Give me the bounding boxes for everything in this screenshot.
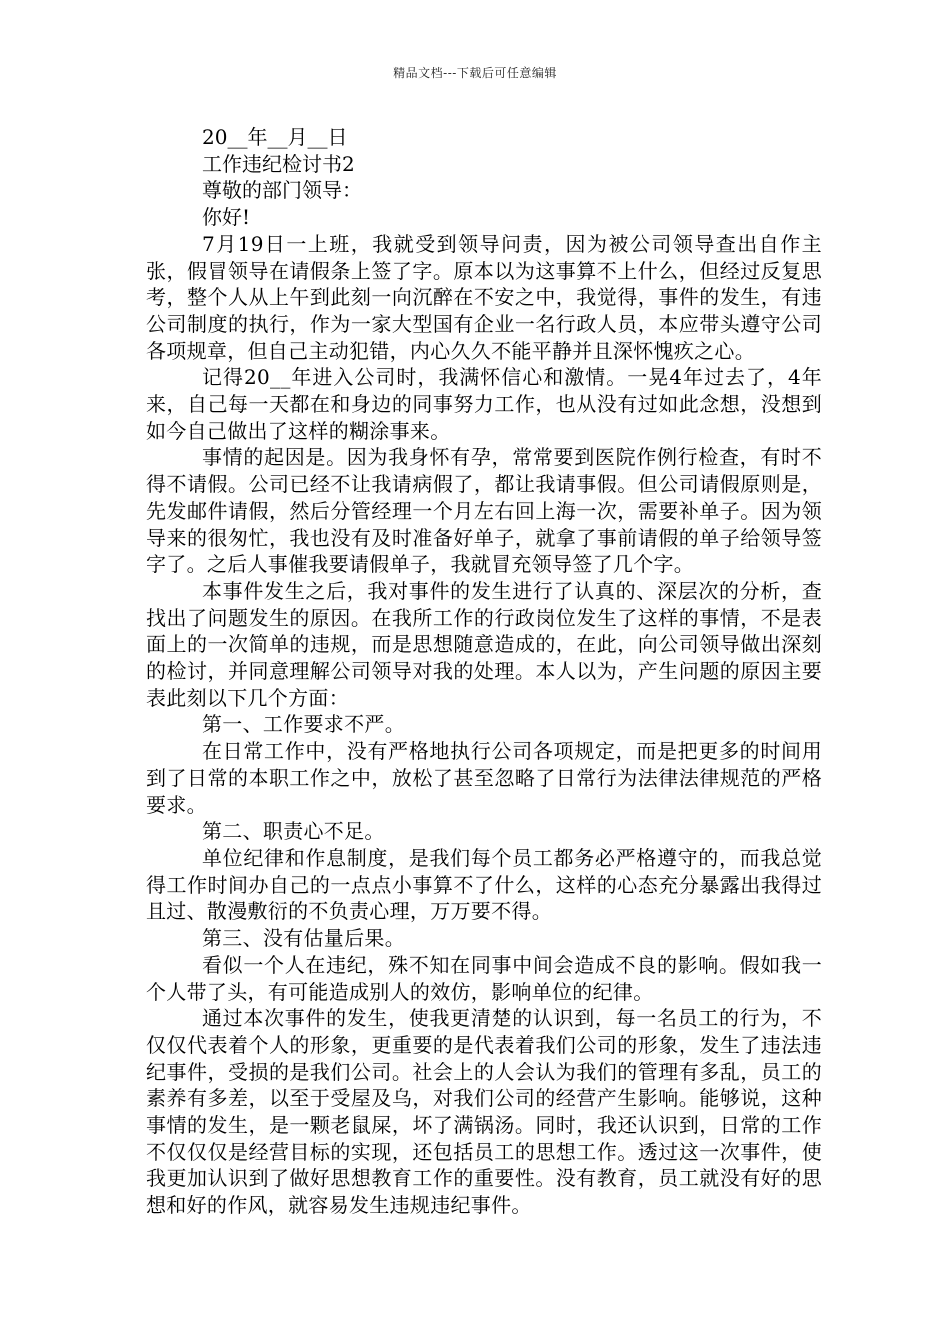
paragraph-cause: 事情的起因是。因为我身怀有孕，常常要到医院作例行检查，有时不得不请假。公司已经不让我请病假了，都让我请事假。但公司请假原则是，先发邮件请假，然后分管经理一个月左右回上海一次，需要补单子。因为领导来的很匆忙，我也没有及时准备好单子，就拿了事前请假的单子给领导签字了。之后人事催我要请假单子，我就冒充领导签了几个字。: [146, 445, 822, 577]
date-line: 20__年__月__日: [202, 125, 348, 149]
document-body: [146, 124, 822, 1219]
paragraph-incident: 7月19日一上班，我就受到领导问责，因为被公司领导查出自作主张，假冒领导在请假条上签了字。原本以为这事算不上什么，但经过反复思考，整个人从上午到此刻一向沉醉在不安之中，我觉得，事件的发生，有违公司制度的执行，作为一家大型国有企业一名行政人员，本应带头遵守公司各项规章，但自己主动犯错，内心久久不能平静并且深怀愧疚之心。: [146, 231, 822, 363]
greeting: 你好!: [202, 205, 251, 230]
paragraph-joining: 记得20__年进入公司时，我满怀信心和激情。一晃4年过去了，4年来，自己每一天都在和身边的同事努力工作，也从没有过如此念想，没想到如今自己做出了这样的糊涂事来。: [146, 365, 822, 443]
paragraph-second: 单位纪律和作息制度，是我们每个员工都务必严格遵守的，而我总觉得工作时间办自己的一点点小事算不了什么，这样的心态充分暴露出我得过且过、散漫敷衍的不负责心理，万万要不得。: [146, 845, 822, 924]
paragraph-third: 看似一个人在违纪，殊不知在同事中间会造成不良的影响。假如我一个人带了头，有可能造成别人的效仿，影响单位的纪律。: [146, 952, 822, 1004]
document-title: 工作违纪检讨书2: [202, 151, 355, 176]
paragraph-first: 在日常工作中，没有严格地执行公司各项规定，而是把更多的时间用到了日常的本职工作之中，放松了甚至忽略了日常行为法律法律规范的严格要求。: [146, 739, 822, 817]
heading-second: 第二、职责心不足。: [202, 819, 385, 844]
page-header: 精品文档---下载后可任意编辑: [393, 66, 557, 80]
heading-third: 第三、没有估量后果。: [202, 926, 405, 951]
paragraph-analysis: 本事件发生之后，我对事件的发生进行了认真的、深层次的分析，查找出了问题发生的原因。在我所工作的行政岗位发生了这样的事情，不是表面上的一次简单的违规，而是思想随意造成的，在此，向公司领导做出深刻的检讨，并同意理解公司领导对我的处理。本人以为，产生问题的原因主要表此刻以下几个方面：: [146, 578, 822, 710]
paragraph-conclusion: 通过本次事件的发生，使我更清楚的认识到，每一名员工的行为，不仅仅代表着个人的形象，更重要的是代表着我们公司的形象，发生了违法违纪事件，受损的是我们公司。社会上的人会认为我们的管理有多乱，员工的素养有多差，以至于受屋及乌，对我们公司的经营产生影响。能够说，这种事情的发生，是一颗老鼠屎，坏了满锅汤。同时，我还认识到，日常的工作不仅仅仅是经营目标的实现，还包括员工的思想工作。透过这一次事件，使我更加认识到了做好思想教育工作的重要性。没有教育，员工就没有好的思想和好的作风，就容易发生违规违纪事件。: [146, 1006, 822, 1218]
heading-first: 第一、工作要求不严。: [202, 712, 405, 737]
salutation: 尊敬的部门领导：: [202, 178, 362, 203]
